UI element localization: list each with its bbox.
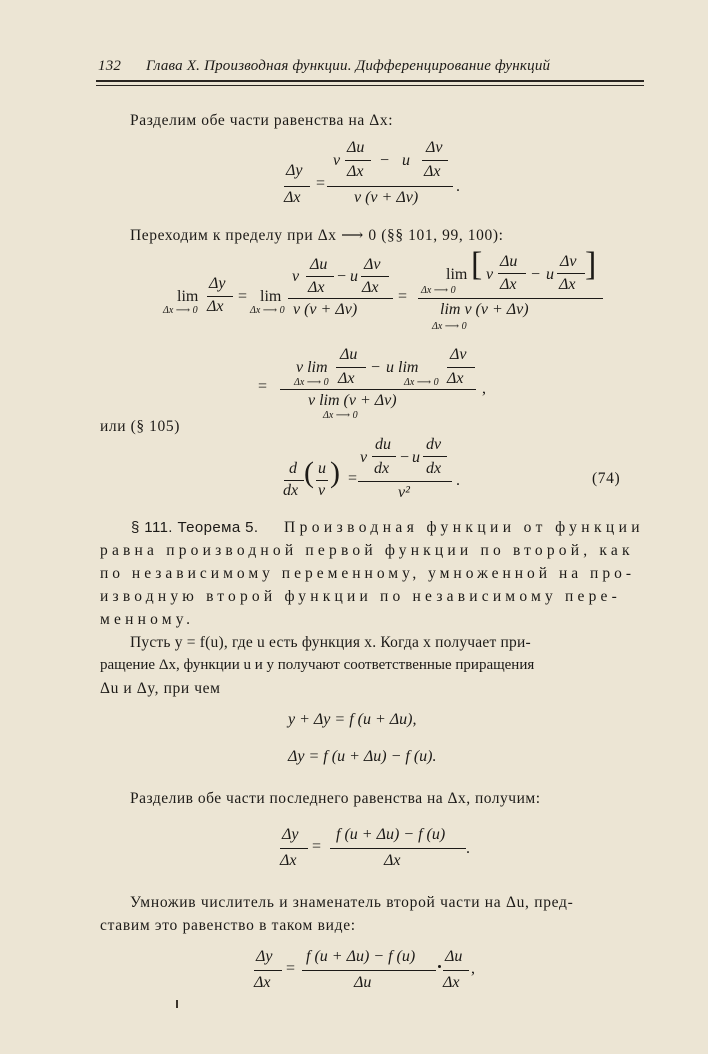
eq2-bar-main-2	[418, 298, 603, 299]
paragraph-let-line-1: Пусть y = f(u), где u есть функция x. Когда x получает при-	[130, 634, 531, 651]
page-number: 132	[98, 58, 122, 74]
eq2-lim-3: lim	[446, 266, 468, 283]
eq5-dx: Δx	[280, 852, 297, 869]
eq2-minus: −	[337, 268, 347, 285]
eq2-minus-b: −	[531, 266, 541, 283]
paragraph-limit: Переходим к пределу при Δx ⟶ 0 (§§ 101, 99, 100):	[130, 227, 504, 244]
paragraph-multiply-line-1: Умножив числитель и знаменатель второй части на Δu, пред-	[130, 894, 574, 911]
eq3-bar-main	[280, 389, 476, 390]
eq1-bar-main	[327, 186, 453, 187]
eq2-bar-dv-b	[557, 273, 585, 274]
eq1-dx: Δx	[284, 189, 301, 206]
eq4-u-num: u	[412, 449, 420, 466]
eq6-comma: ,	[471, 960, 475, 977]
eq2-denominator: v (v + Δv)	[293, 301, 358, 318]
eq4-d: d	[289, 460, 297, 477]
eq2-bar-dydx	[207, 296, 233, 297]
paragraph-multiply-line-2: ставим это равенство в таком виде:	[100, 917, 356, 934]
eq6-bar-left	[254, 970, 282, 971]
eq5-equals: =	[312, 838, 322, 855]
eq5-dy: Δy	[282, 826, 299, 843]
eq6-bar-main	[302, 970, 436, 971]
eq4-bar-du	[372, 456, 396, 457]
header-rule-thick	[96, 80, 644, 82]
paragraph-let-line-3: Δu и Δy, при чем	[100, 680, 221, 697]
eq1-dy: Δy	[286, 162, 303, 179]
eq4-minus: −	[400, 449, 410, 466]
running-title: Глава X. Производная функции. Дифференцирование функций	[146, 58, 551, 74]
eq1-bar-dv	[422, 160, 448, 161]
eq1-v: v	[333, 152, 341, 169]
eq2-du-b: Δu	[500, 253, 518, 270]
eq2-du: Δu	[310, 256, 328, 273]
eq2-v: v	[292, 268, 300, 285]
eq5-bar-left	[280, 848, 308, 849]
eq6-du-den: Δu	[354, 974, 372, 991]
eq6-dx-right: Δx	[443, 974, 460, 991]
eq1-equals: =	[316, 175, 326, 192]
eq3-vlim: v lim	[296, 359, 328, 376]
eq4-v: v	[318, 482, 326, 499]
eq4-equals: =	[348, 470, 358, 487]
eq3-equals: =	[258, 378, 268, 395]
paragraph-divide: Разделим обе части равенства на Δx:	[130, 112, 394, 129]
equation-y-plus-dy: y + Δy = f (u + Δu),	[288, 711, 417, 728]
header-rule-thin	[96, 85, 644, 86]
eq4-bar-ddx	[284, 480, 304, 481]
theorem-line-3: по независимому переменному, умноженной на про-	[100, 565, 635, 582]
eq2-dx-c: Δx	[500, 276, 517, 293]
eq1-bar-left	[284, 186, 310, 187]
eq5-numerator: f (u + Δu) − f (u)	[336, 826, 446, 843]
eq3-ulim: u lim	[386, 359, 419, 376]
eq3-dx-a: Δx	[338, 370, 355, 387]
eq2-bar-dv	[361, 276, 389, 277]
eq3-lim-sub-2: Δx ⟶ 0	[404, 377, 439, 388]
eq1-u: u	[402, 152, 410, 169]
eq4-dot: .	[456, 472, 460, 489]
eq6-equals: =	[286, 960, 296, 977]
equation-number: (74)	[592, 470, 621, 487]
equation-dy: Δy = f (u + Δu) − f (u).	[288, 748, 437, 765]
eq1-dot: .	[456, 178, 460, 195]
eq2-lim-2: lim	[260, 288, 282, 305]
eq4-v2: v²	[398, 484, 410, 501]
eq1-denominator: v (v + Δv)	[354, 189, 419, 206]
eq2-equals-1: =	[238, 288, 248, 305]
eq2-lim-sub-1: Δx ⟶ 0	[163, 305, 198, 316]
eq2-lim-sub-3: Δx ⟶ 0	[421, 285, 456, 296]
eq4-bar-dv	[423, 456, 447, 457]
theorem-line-5: менному.	[100, 611, 195, 628]
eq4-right-paren: )	[330, 456, 340, 489]
eq4-bar-main	[358, 481, 452, 482]
eq5-dx-den: Δx	[384, 852, 401, 869]
eq3-bar-du	[336, 367, 366, 368]
eq2-right-bracket: ]	[585, 246, 597, 283]
eq2-dv-b: Δv	[560, 253, 577, 270]
eq3-du: Δu	[340, 346, 358, 363]
eq4-dx: dx	[283, 482, 299, 499]
eq1-dx-a: Δx	[347, 163, 364, 180]
eq2-equals-2: =	[398, 288, 408, 305]
eq3-comma: ,	[482, 380, 486, 397]
eq2-dx-a: Δx	[308, 279, 325, 296]
eq2-bar-du	[306, 276, 334, 277]
eq5-bar-main	[330, 848, 466, 849]
theorem-line-2: равна производной первой функции по второй, как	[100, 542, 634, 559]
eq4-dv: dv	[426, 436, 442, 453]
paragraph-or: или (§ 105)	[100, 418, 180, 435]
paragraph-let-line-2: ращение Δx, функции u и y получают соответственные приращения	[100, 657, 535, 673]
eq6-du: Δu	[445, 948, 463, 965]
eq4-bar-uv	[316, 480, 328, 481]
eq5-dot: .	[466, 840, 470, 857]
eq2-bar-main	[288, 298, 393, 299]
theorem-line-1: Производная функции от функции	[284, 519, 644, 536]
eq3-dv: Δv	[450, 346, 467, 363]
eq1-dv: Δv	[426, 139, 443, 156]
paragraph-divided: Разделив обе части последнего равенства на Δx, получим:	[130, 790, 541, 807]
eq3-lim-sub-1: Δx ⟶ 0	[294, 377, 329, 388]
eq1-minus: −	[380, 152, 390, 169]
eq1-dx-b: Δx	[424, 163, 441, 180]
eq1-du: Δu	[347, 139, 365, 156]
eq2-lim-denominator: lim v (v + Δv)	[440, 301, 529, 318]
eq4-dx-a: dx	[374, 460, 390, 477]
eq2-u: u	[350, 268, 358, 285]
eq2-left-bracket: [	[471, 246, 483, 283]
eq3-dx-b: Δx	[447, 370, 464, 387]
eq2-dv: Δv	[364, 256, 381, 273]
eq4-u: u	[318, 460, 326, 477]
eq6-numerator: f (u + Δu) − f (u)	[306, 948, 416, 965]
eq2-dy: Δy	[209, 275, 226, 292]
eq4-du: du	[375, 436, 391, 453]
print-mark	[176, 1000, 178, 1008]
theorem-heading: § 111. Теорема 5.	[131, 519, 259, 536]
eq3-lim-sub-3: Δx ⟶ 0	[323, 410, 358, 421]
eq6-bar-right	[443, 970, 469, 971]
eq2-lim-1: lim	[177, 288, 199, 305]
eq4-v-num: v	[360, 449, 368, 466]
eq2-v-b: v	[486, 266, 494, 283]
eq6-dx: Δx	[254, 974, 271, 991]
theorem-line-4: изводную второй функции по независимому пере-	[100, 588, 621, 605]
eq6-dy: Δy	[256, 948, 273, 965]
eq2-dx-d: Δx	[559, 276, 576, 293]
eq3-minus: −	[371, 359, 381, 376]
eq2-bar-du-b	[498, 273, 526, 274]
eq2-lim-sub-4: Δx ⟶ 0	[432, 321, 467, 332]
eq4-left-paren: (	[304, 456, 314, 489]
eq4-dx-b: dx	[426, 460, 442, 477]
eq6-multiply-dot	[438, 965, 441, 968]
eq2-u-b: u	[546, 266, 554, 283]
eq2-dx: Δx	[207, 298, 224, 315]
eq3-denominator: v lim (v + Δv)	[308, 392, 397, 409]
eq3-bar-dv	[447, 367, 475, 368]
eq2-lim-sub-2: Δx ⟶ 0	[250, 305, 285, 316]
eq2-dx-b: Δx	[362, 279, 379, 296]
eq1-bar-du	[345, 160, 371, 161]
